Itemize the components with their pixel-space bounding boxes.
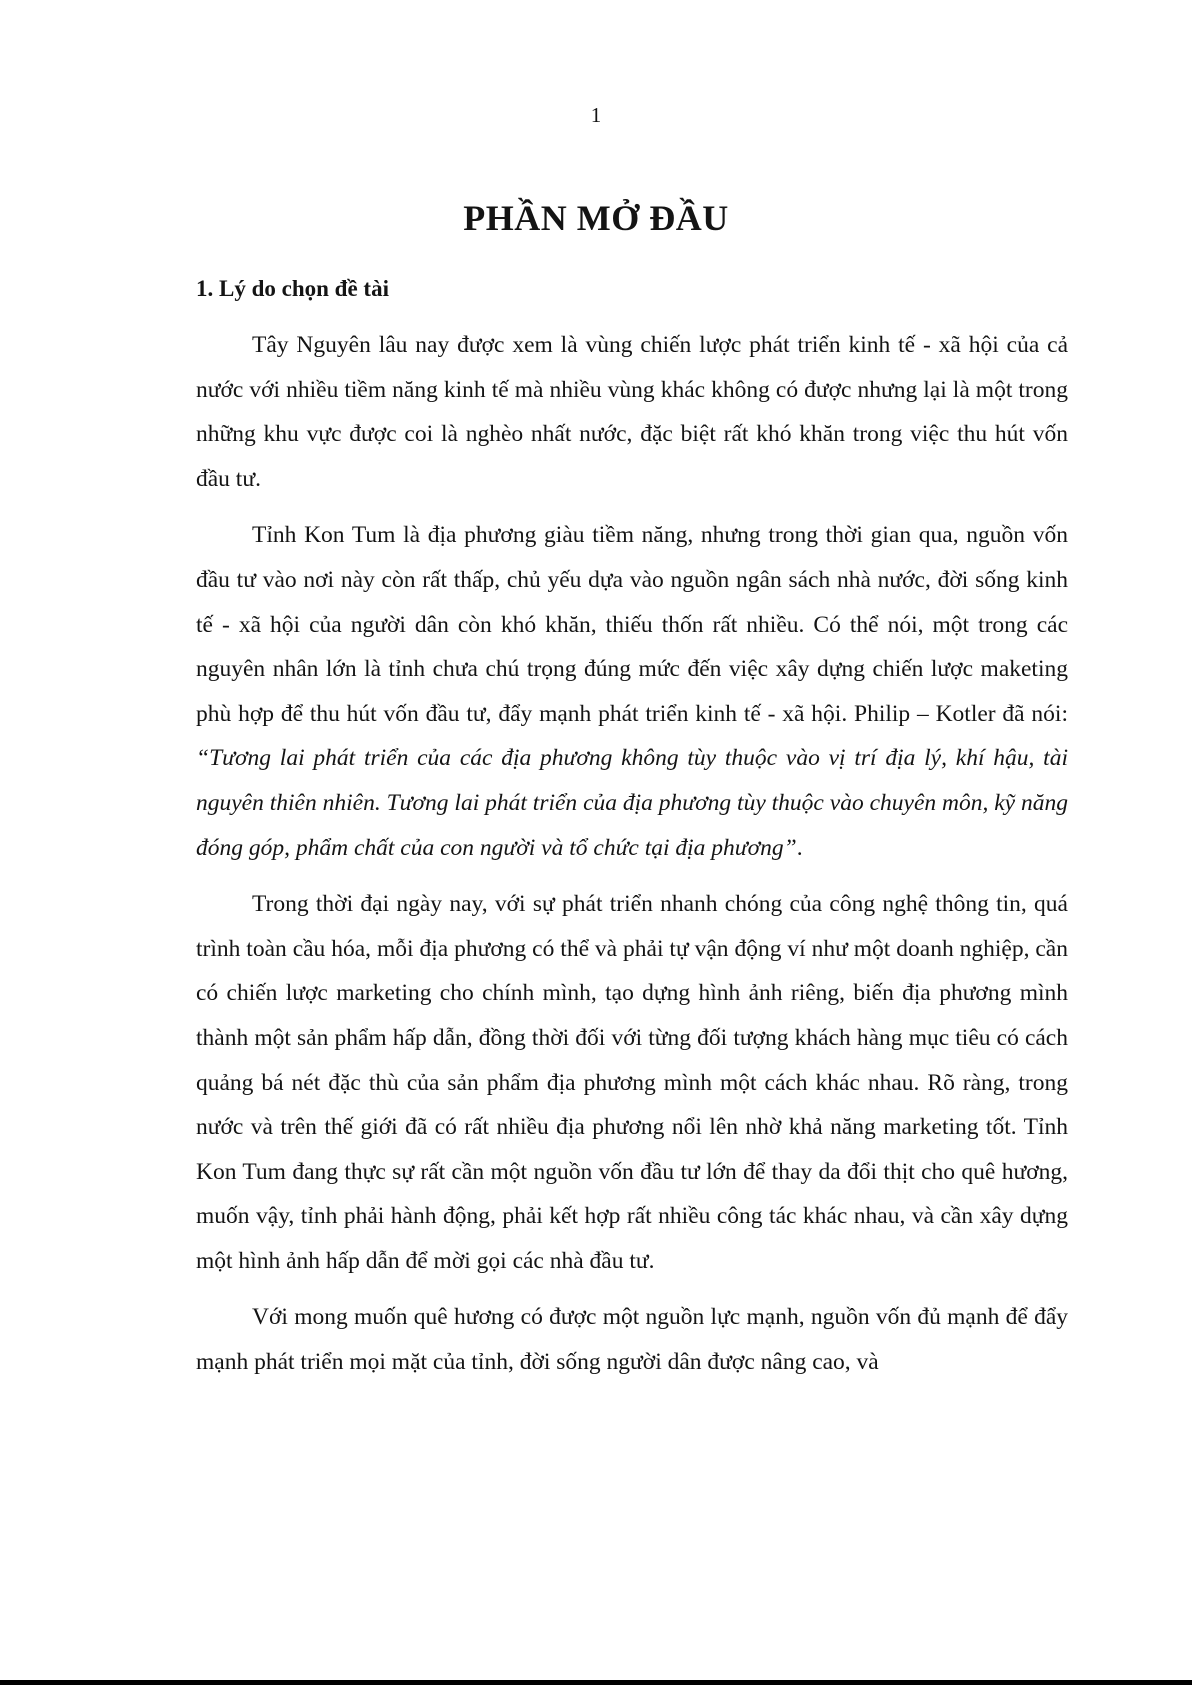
body-text [196, 323, 1068, 1397]
kotler-quote: “Tương lai phát triển của các địa phương không tùy thuộc vào vị trí địa lý, khí hậu, tài nguyên thiên nhiên. Tương lai phát triển của địa phương tùy thuộc vào chuyên môn, kỹ năng đóng góp, phẩm chất của con người và tổ chức tại địa phương” [196, 745, 1068, 861]
paragraph-3: Trong thời đại ngày nay, với sự phát triển nhanh chóng của công nghệ thông tin, quá trình toàn cầu hóa, mỗi địa phương có thể và phải tự vận động ví như một doanh nghiệp, cần có chiến lược marketing cho chính mình, tạo dựng hình ảnh riêng, biến địa phương mình thành một sản phẩm hấp dẫn, đồng thời đối với từng đối tượng khách hàng mục tiêu có cách quảng bá nét đặc thù của sản phẩm địa phương mình một cách khác nhau. Rõ ràng, trong nước và trên thế giới đã có rất nhiều địa phương nổi lên nhờ khả năng marketing tốt. Tỉnh Kon Tum đang thực sự rất cần một nguồn vốn đầu tư lớn để thay da đổi thịt cho quê hương, muốn vậy, tỉnh phải hành động, phải kết hợp rất nhiều công tác khác nhau, và cần xây dựng một hình ảnh hấp dẫn để mời gọi các nhà đầu tư. [196, 891, 1068, 1274]
page-number: 1 [590, 103, 602, 127]
paragraph-2 [196, 513, 1068, 870]
section-heading: 1. Lý do chọn đề tài [196, 276, 389, 301]
paragraph-4: Với mong muốn quê hương có được một nguồn lực mạnh, nguồn vốn đủ mạnh để đẩy mạnh phát triển mọi mặt của tỉnh, đời sống người dân được nâng cao, và [196, 1304, 1068, 1376]
chapter-title: PHẦN MỞ ĐẦU [463, 198, 729, 238]
paragraph-2-text: Tỉnh Kon Tum là địa phương giàu tiềm năng, nhưng trong thời gian qua, nguồn vốn đầu tư vào nơi này còn rất thấp, chủ yếu dựa vào nguồn ngân sách nhà nước, đời sống kinh tế - xã hội của người dân còn khó khăn, thiếu thốn rất nhiều. Có thể nói, một trong các nguyên nhân lớn là tỉnh chưa chú trọng đúng mức đến việc xây dựng chiến lược maketing phù hợp để thu hút vốn đầu tư, đẩy mạnh phát triển kinh tế - xã hội. Philip – Kotler đã nói: [196, 522, 1068, 727]
paragraph-1: Tây Nguyên lâu nay được xem là vùng chiến lược phát triển kinh tế - xã hội của cả nước với nhiều tiềm năng kinh tế mà nhiều vùng khác không có được nhưng lại là một trong những khu vực được coi là nghèo nhất nước, đặc biệt rất khó khăn trong việc thu hút vốn đầu tư. [196, 332, 1068, 492]
paragraph-2-end: . [796, 834, 803, 861]
bottom-edge-bar [0, 1680, 1192, 1685]
